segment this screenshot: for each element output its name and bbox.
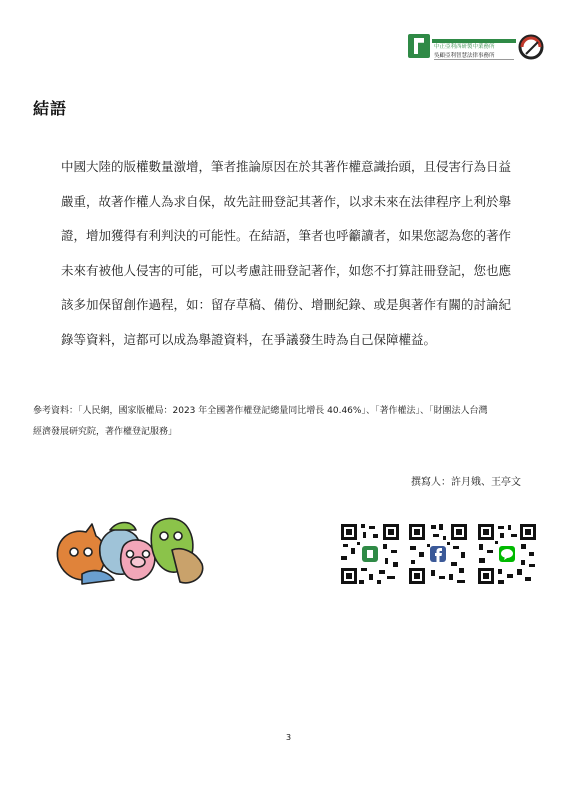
body-line: 錄等資料，這都可以成為舉證資料，在爭議發生時為自己保障權益。	[61, 331, 437, 347]
body-line: 中國大陸的版權數量激增，筆者推論原因在於其著作權意識抬頭，且侵害行為日益	[61, 159, 512, 174]
body-line: 證，增加獲得有利判決的可能性。在結語，筆者也呼籲讀者，如果您認為您的著作	[61, 228, 512, 243]
references	[33, 401, 553, 443]
page-number: 3	[286, 733, 292, 742]
firm-logo	[408, 34, 546, 66]
section-heading: 結語	[33, 99, 68, 118]
reference-line: 參考資料：「人民網，國家版權局：2023 年全國著作權登記總量同比增長 40.46%」、「著作權法」、「財團法人台灣	[33, 406, 488, 416]
body-line: 該多加保留創作過程，如：留存草稿、備份、增刪紀錄、或是與著作有關的討論紀	[61, 297, 512, 312]
body-paragraph	[61, 150, 539, 357]
logo-org-line1: 中正亞利西研製中業務所	[434, 44, 495, 50]
qr-code-website[interactable]	[339, 522, 401, 586]
emblem-icon	[518, 34, 544, 60]
qr-code-line[interactable]	[476, 522, 538, 586]
logo-underline	[434, 59, 514, 60]
author-credit: 撰寫人：許月娥、王亭文	[411, 477, 521, 488]
logo-mark-icon	[408, 34, 430, 58]
logo-org-line2: 吳顧亞利智慧法律事務所	[434, 53, 495, 59]
reference-line: 經濟發展研究院，著作權登記服務」	[33, 427, 178, 437]
body-line: 嚴重，故著作權人為求自保，故先註冊登記其著作，以求未來在法律程序上利於舉	[61, 193, 512, 209]
qr-code-facebook[interactable]	[407, 522, 469, 586]
body-line: 未來有被他人侵害的可能，可以考慮註冊登記著作，如您不打算註冊登記，您也應	[61, 262, 512, 278]
mascot-illustration	[52, 510, 216, 588]
